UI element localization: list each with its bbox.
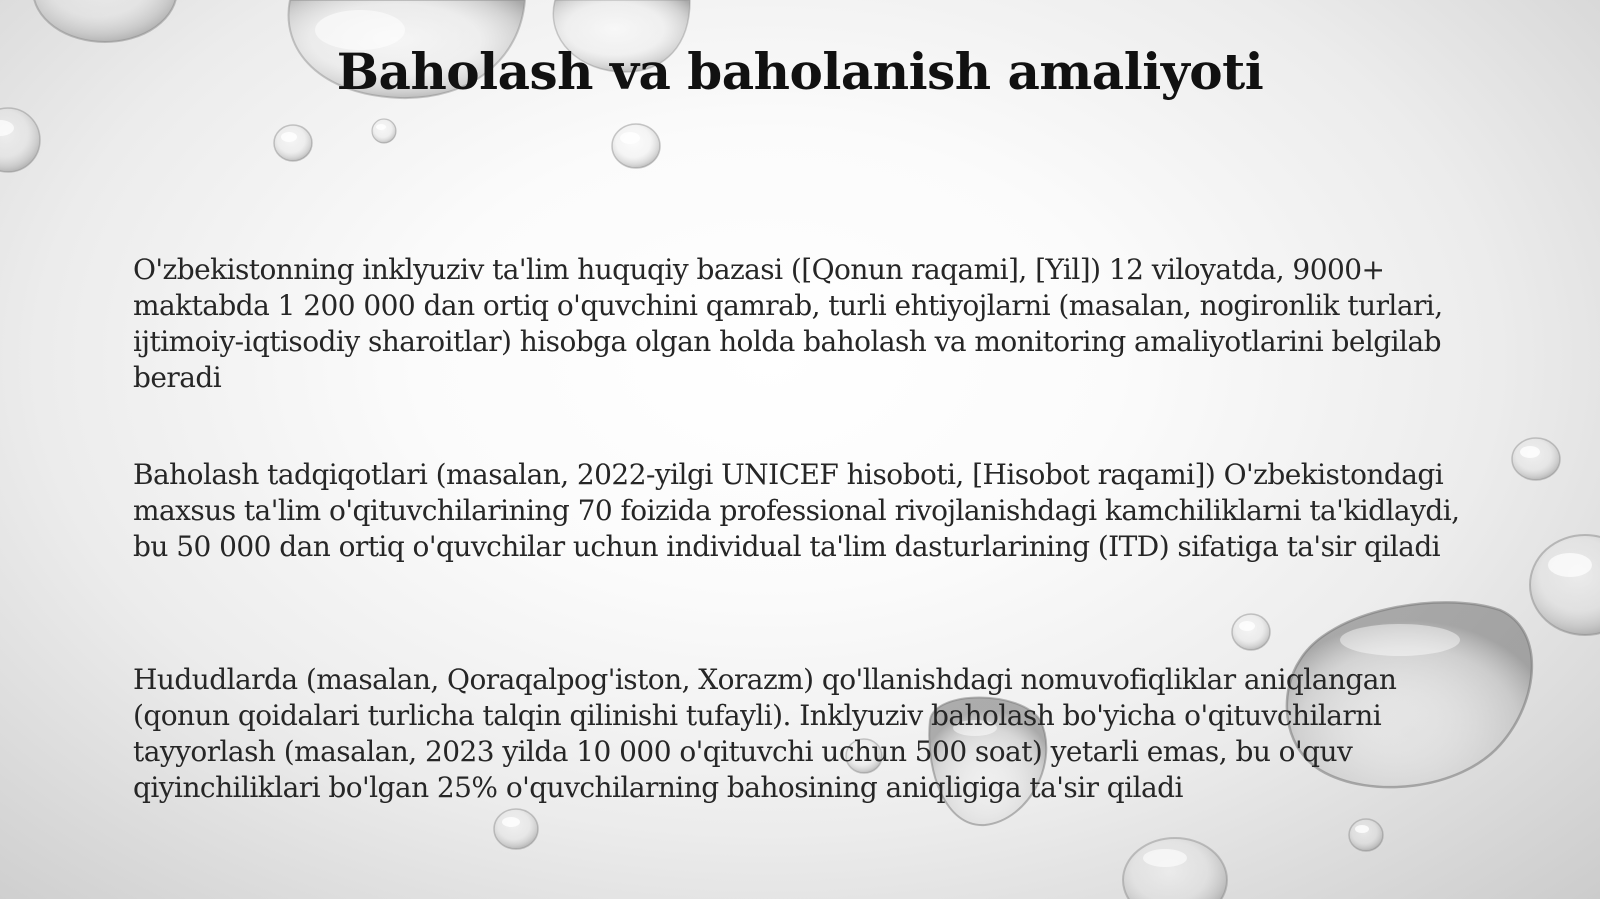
droplet (33, 0, 177, 42)
droplet (1349, 819, 1383, 851)
droplet (1232, 614, 1270, 650)
droplet (494, 809, 538, 849)
paragraph-regional-inconsistencies: Hududlarda (masalan, Qoraqalpog'iston, Xorazm) qo'llanishdagi nomuvofiqliklar aniqlangan (qonun qoidalari turlicha talqin qilinishi tufayli). Inklyuziv baholash bo'yicha o'qituvchilarni tayyorlash (masalan, 2023 yilda 10 000 o'qituvchi uchun 500 soat) yetarli emas, bu o'quv qiyinchiliklari bo'lgan 25% o'quvchilarning bahosining aniqligiga ta'sir qiladi (133, 663, 1397, 804)
droplet (1530, 535, 1600, 635)
droplet (274, 125, 312, 161)
paragraph-research-findings: Baholash tadqiqotlari (masalan, 2022-yilgi UNICEF hisoboti, [Hisobot raqami]) O'zbekistondagi maxsus ta'lim o'qituvchilarining 70 foizida professional rivojlanishdagi kamchiliklarni ta'kidlaydi, bu 50 000 dan ortiq o'quvchilar uchun individual ta'lim dasturlarining (ITD) sifatiga ta'sir qiladi (133, 458, 1460, 563)
paragraph-legal-framework: O'zbekistonning inklyuziv ta'lim huquqiy bazasi ([Qonun raqami], [Yil]) 12 viloyatda, 9000+ maktabda 1 200 000 dan ortiq o'quvchini qamrab, turli ehtiyojlarni (masalan, nogironlik turlari, ijtimoiy-iqtisodiy sharoitlar) hisobga olgan holda baholash va monitoring amaliyotlarini belgilab beradi (133, 253, 1443, 394)
droplet (1123, 838, 1227, 899)
droplet (1512, 438, 1560, 480)
droplet (0, 108, 40, 172)
droplet (372, 119, 396, 143)
slide-title: Baholash va baholanish amaliyoti (336, 42, 1264, 101)
droplet (612, 124, 660, 168)
